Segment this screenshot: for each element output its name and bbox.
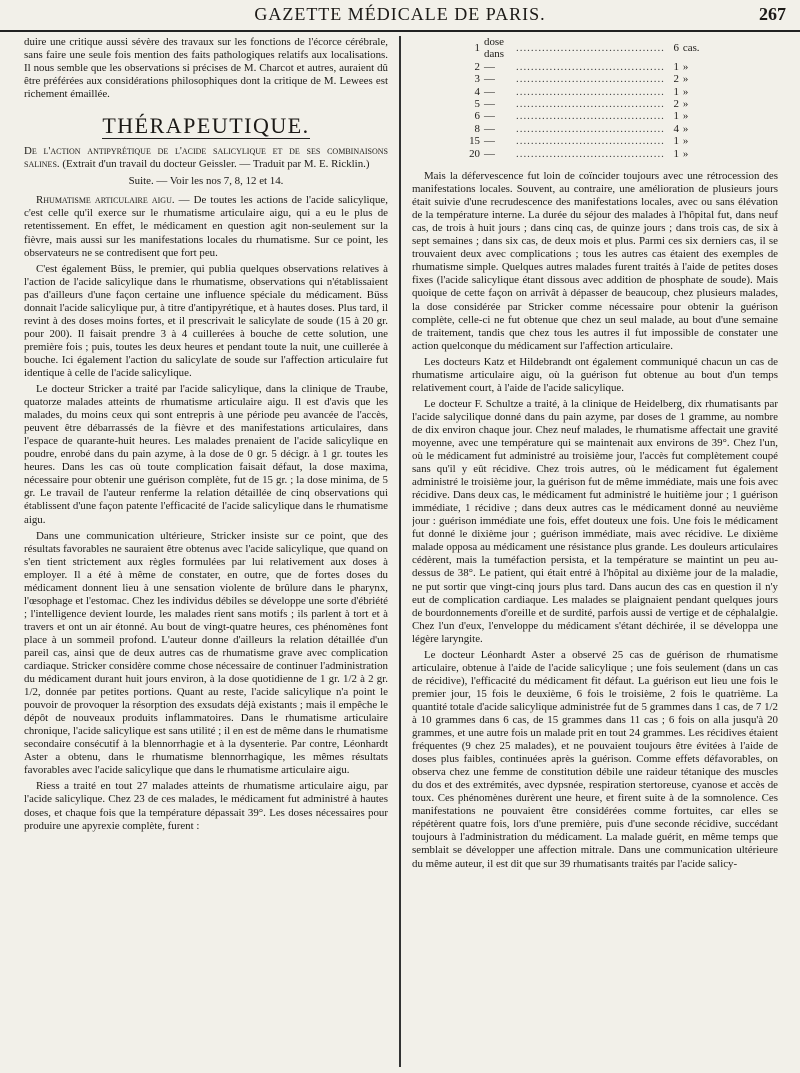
section-title-text: THÉRAPEUTIQUE. [102, 113, 310, 139]
body-paragraph: Le docteur F. Schultze a traité, à la clinique de Heidelberg, dix rhumatisants par l'acide salycilique donné dans du pain azyme, par doses de 1 gramme, au nombre de dix environ chaque jour. Chez neuf malades, le rhumatisme affectait une gravité moyenne, avec une température qui se maintenait aux environs de 39°. Chez l'un, où le médicament fut administré au troisième jour, l'accès fut complètement coupé sans qu'il y eût récidive. Chez trois autres, où le médicament fut également administré le troisième jour, la guérison fut de même immédiate, mais une fois avec récidive. Dans deux cas, le médicament fut administré le huitième jour ; 1 guérison immédiate, 1 récidive ; dans deux autres cas le médicament donné au neuvième jour : guérison immédiate une fois, effet douteux une fois. Une fois le médicament fut donné le dixième jour ; guérison immédiate, mais avec récidive. Le dixième malade opposa au médicament une résistance plus grande. Les douleurs articulaires cédèrent, mais la tuméfaction persista, et la température se maintint un peu au-dessus de 38°. Le patient, qui était entré à l'hôpital au dixième jour de la maladie, ne put sortir que vingt-cinq jours plus tard. Dans aucun des cas en question il n'y eut de complication cardiaque. Les malades se plaignaient pendant quelques jours de bourdonnements d'oreille et de surdité, parfois aussi de vertige et de céphalalgie. Chez l'un d'eux, l'enveloppe du médicament s'étant déchirée, il se développa une légère laryngite. [412, 397, 778, 645]
case-unit: » [682, 135, 689, 148]
body-paragraph: Mais la défervescence fut loin de coïncider toujours avec une rétrocession des manifestations locales. Souvent, au contraire, une amélioration de plusieurs jours était suivie d'une recrudescence des manifestations locales, avec ou sans élévation de la température interne. La durée du séjour des malades à l'hôpital fut, dans neuf cas, de trois à huit jours ; dans cinq cas, de quinze jours ; dans trois cas, de six à sept semaines ; dans six cas, de deux mois et plus. Parmi ces six derniers cas, il se trouvaient deux avec complications ; tous les autres cas étaient des exemples de rhumatisme simple. Quelques autres malades furent traités à l'aide de petites doses fixes (l'acide salicylique étant dissous avec addition de phosphate de soude). Mais quoique de cette façon on arrivât à dépasser de beaucoup, chez plusieurs malades, la dose considérée par Stricker comme nécessaire pour obtenir la guérison complète, celle-ci ne fut obtenue que chez un seul malade, au bout d'une semaine de traitement, tandis que chez tous les autres il fut impossible de constater une action quelconque du médicament sur l'affection articulaire. [412, 170, 778, 352]
case-count: 1 [673, 60, 679, 73]
rheumatism-heading: Rhumatisme articulaire aigu. [36, 194, 175, 207]
dose-label: — [484, 73, 495, 86]
page-number: 267 [759, 4, 786, 24]
dose-table-row [462, 73, 715, 85]
body-paragraph: Le docteur Léonhardt Aster a observé 25 cas de guérison de rhumatisme articulaire, obtenue à l'aide de l'acide salicylique ; une fois seulement (dans un cas de récidive), l'efficacité du médicament fit défaut. La guérison eut lieu une fois le premier jour, 15 fois le deuxième, 6 fois le troisième, 2 fois le quatrième. La quantité totale d'acide salicylique administrée fut de 5 grammes dans 1 cas, de 7 1/2 à 10 grammes dans 6 cas, de 15 grammes dans 11 cas ; 6 fois on alla jusqu'à 20 grammes, et une autre fois un malade prit en tout 24 grammes. Les récidives étaient fréquentes (9 chez 25 malades), et ne pouvaient toujours être évitées à l'aide de doses plus faibles, continuées après la guérison. Comme effets défavorables, on observa chez une femme de constitution débile une raideur tétanique des muscles du dos et des extrémités, avec dypsnée, respiration stertoreuse, cyanose et accès de toux. Ces phénomènes durèrent une heure, et firent suite à de la somnolence. Ces manifestations ne pouvaient être considérées comme fortuites, car elles se répétèrent quatre fois, lors d'une première, puis d'une seconde récidive, succédant toujours à l'administration du médicament. La malade guérit, en même temps que semblait se développer une affection mitrale. Dans une communication ultérieure du même auteur, il est dit que sur 39 rhumatisants traités par l'acide salicy- [412, 648, 778, 870]
case-unit: » [682, 60, 689, 73]
case-count: 6 [673, 42, 679, 55]
dose-leader: ........................................ [516, 42, 665, 55]
case-count: 4 [673, 122, 679, 135]
dose-leader: ........................................ [516, 110, 665, 123]
dose-count: 3 [474, 73, 480, 86]
dose-leader: ........................................ [516, 98, 665, 111]
body-paragraph: Les docteurs Katz et Hildebrandt ont également communiqué chacun un cas de rhumatisme articulaire aigu, où la guérison fut obtenue au bout d'un temps relativement court, à l'aide de l'acide salicylique. [412, 355, 778, 394]
dose-label: — [484, 147, 495, 160]
dose-count: 1 [474, 42, 480, 55]
dose-table-row [462, 98, 715, 110]
dose-label: — [484, 98, 495, 111]
case-count: 2 [673, 98, 679, 111]
case-count: 1 [673, 110, 679, 123]
dose-table-row [462, 135, 715, 147]
dose-table-body [462, 36, 715, 160]
dose-count: 20 [469, 147, 480, 160]
left-column [24, 36, 388, 1073]
article-subtitle-lead: De l'action antipyrétique de l'acide salicylique et de ses combinaisons salines. [24, 145, 388, 171]
body-paragraph: Le docteur Stricker a traité par l'acide salicylique, dans la clinique de Traube, quatorze malades atteints de rhumatisme articulaire aigu. Il est d'avis que les malades, du moins ceux qui sont entrepris à une période peu avancée de l'accès, peuvent être débarrassés de la fièvre et des manifestations articulaires, dans l'espace de quarante-huit heures. Les malades prenaient de l'acide salicylique en poudre, enrobé dans du pain azyme, à la dose de 0 gr. 5 décigr. à 1 gr. toutes les heures. Dans les cas où toute complication faisait défaut, la dose maxima, nécessaire pour obtenir une guérison complète, fut de 15 gr. ; la dose minima, de 5 gr. Le travail de l'auteur renferme la relation détaillée de cinq observations qui établissent d'une façon patente l'efficacité de l'acide salicylique dans le rhumatisme aigu. [24, 383, 388, 526]
case-unit: » [682, 85, 689, 98]
case-unit: » [682, 98, 689, 111]
first-paragraph [24, 194, 388, 259]
dose-leader: ........................................ [516, 85, 665, 98]
body-paragraph: Riess a traité en tout 27 malades atteints de rhumatisme articulaire aigu, par l'acide salicylique. Chez 23 de ces malades, le médicament fut administré à hautes doses, et chaque fois que la température dépassait 39°. Les doses nécessaires pour produire une apyrexie complète, furent : [24, 780, 388, 832]
column-divider [399, 36, 401, 1067]
dose-leader: ........................................ [516, 135, 665, 148]
intro-paragraph: duire une critique aussi sévère des travaux sur les fonctions de l'écorce cérébrale, sans faire une seule fois mention des faits pathologiques relatifs aux localisations. Il nous semble que les observations si précises de M. Charcot et autres, auraient dû être préférées aux considérations philosophiques dont la critique de M. Lewees est richement émaillée. [24, 36, 388, 101]
case-count: 1 [673, 85, 679, 98]
first-paragraph-text: — De toutes les actions de l'acide salicylique, c'est celle qu'il exerce sur le rhumatisme articulaire aigu, qui a eu le plus de retentissement. En effet, le médicament en question agit non-seulement sur la fièvre, mais aussi sur les manifestations locales du rhumatisme. Sur ce point, les observateurs ne se contredisent que fort peu. [24, 194, 388, 259]
article-subtitle-rest: (Extrait d'un travail du docteur Geissler. — Traduit par M. E. Ricklin.) [59, 158, 370, 171]
dose-label: — [484, 85, 495, 98]
case-count: 2 [673, 73, 679, 86]
dose-count: 8 [474, 122, 480, 135]
case-unit: » [682, 147, 689, 160]
dose-count: 4 [474, 85, 480, 98]
continuation-note: Suite. — Voir les nos 7, 8, 12 et 14. [128, 175, 284, 188]
dose-table-row [462, 110, 715, 122]
dose-count: 5 [474, 98, 480, 111]
dose-table-row [462, 86, 715, 98]
dose-leader: ........................................ [516, 60, 665, 73]
dose-table-row [462, 36, 715, 61]
page-header [0, 4, 800, 32]
section-title [24, 113, 388, 139]
dose-leader: ........................................ [516, 147, 665, 160]
running-title: GAZETTE MÉDICALE DE PARIS. [254, 4, 546, 24]
right-column [412, 36, 778, 1073]
case-count: 1 [673, 135, 679, 148]
dose-count: 15 [469, 135, 480, 148]
case-unit: » [682, 110, 689, 123]
dose-leader: ........................................ [516, 122, 665, 135]
case-unit: cas. [682, 42, 700, 55]
dose-leader: ........................................ [516, 73, 665, 86]
dose-table [462, 36, 715, 160]
case-unit: » [682, 122, 689, 135]
case-unit: » [682, 73, 689, 86]
dose-table-row [462, 148, 715, 160]
dose-label: — [484, 60, 495, 73]
body-paragraph: C'est également Büss, le premier, qui publia quelques observations relatives à l'action de l'acide salicylique dans le rhumatisme, observations qui n'établissaient pas d'ailleurs d'une façon certaine une influence spéciale du médicament. Büss donnait l'acide salicylique pur, à titre d'antipyrétique, et à hautes doses. Plus tard, il revint à des doses moins fortes, et il prescrivait le salicylate de soude (15 à 20 gr. pour 200). Il faisait prendre 3 à 4 cuillerées à bouche de cette solution, une première fois ; puis, toutes les deux heures et pendant toute la nuit, une cuillerée à bouche. Ici également l'action du salicylate de soude sur l'affection articulaire fut identique à celle de l'acide salicylique. [24, 262, 388, 379]
dose-count: 6 [474, 110, 480, 123]
dose-label: — [484, 122, 495, 135]
case-count: 1 [673, 147, 679, 160]
dose-table-row [462, 123, 715, 135]
dose-label: — [484, 110, 495, 123]
dose-label: — [484, 135, 495, 148]
dose-count: 2 [474, 60, 480, 73]
dose-label: dose dans [484, 36, 504, 61]
body-paragraph: Dans une communication ultérieure, Stricker insiste sur ce point, que des résultats favorables ne sauraient être obtenus avec l'acide salicylique, que quand on s'en tient strictement aux règles formulées par lui relativement aux doses à employer. Il a été à même de constater, en outre, que de fortes doses du médicament donnent lieu à une sensation violente de brûlure dans le pharynx, l'œsophage et l'estomac. Chez les individus débiles se développe une sorte d'ébriété ; l'intelligence devient lourde, les malades rient sans motifs ; ils parlent à tort et à travers et ont un air étonné. Au bout de vingt-quatre heures, ces phénomènes font place à un sommeil profond. L'auteur donne d'ailleurs la relation détaillée d'un pareil cas, ainsi que de deux autres cas de rhumatisme grave avec complication cardiaque. Stricker considère comme chose nécessaire de continuer l'administration du médicament durant huit jours environ, à la dose quotidienne de 1 gr. 1/2 à 2 gr. 1/2, donnée par petites portions. Quant au reste, l'acide salicylique n'a point le pouvoir de provoquer la résorption des exsudats déjà existants ; mais il empêche le dépôt de nouveaux produits inflammatoires. Dans le rhumatisme articulaire chronique, l'acide salicylique est sans utilité ; il en est de même dans le rhumatisme secondaire consécutif à la blennorrhagie et à la dysenterie. Par contre, Léonhardt Aster a obtenu, dans le rhumatisme blennorrhagique, les mêmes résultats favorables avec l'acide salicylique que dans le rhumatisme articulaire aigu. [24, 529, 388, 777]
article-subtitle [24, 145, 388, 171]
dose-table-row [462, 61, 715, 73]
